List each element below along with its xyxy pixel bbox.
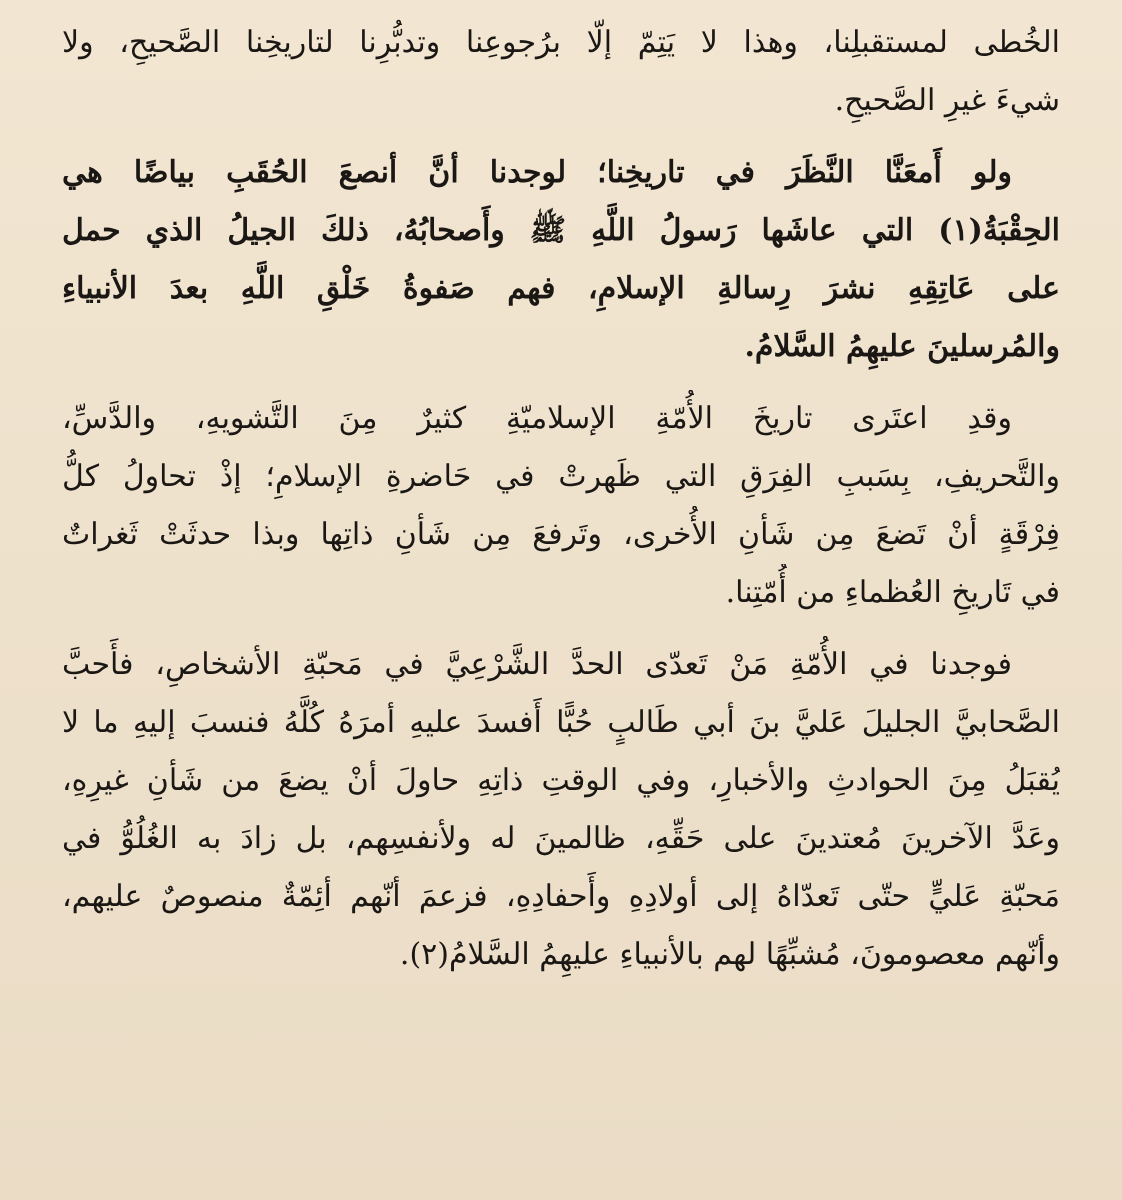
text-line: في تَاريخِ العُظماءِ من أُمّتِنا.	[725, 575, 1060, 610]
text-line: الصَّحابيَّ الجليلَ عَليَّ بنَ أبي طَالبٍ حُبًّا أَفسدَ عليهِ أمرَهُ كُلَّهُ فنسبَ إليهِ ما لا	[62, 705, 1060, 740]
text-line: فوجدنا في الأُمّةِ مَنْ تَعدّى الحدَّ الشَّرْعِيَّ في مَحبّةِ الأشخاصِ، فأَحبَّ	[62, 647, 1012, 682]
text-line: وقدِ اعتَرى تاريخَ الأُمّةِ الإسلاميّةِ كثيرٌ مِنَ التَّشويهِ، والدَّسِّ،	[62, 401, 1012, 436]
text-line: على عَاتِقِهِ نشرَ رِسالةِ الإسلامِ، فهم صَفوةُ خَلْقِ اللَّهِ بعدَ الأنبياءِ	[62, 271, 1060, 306]
paragraph-3	[62, 390, 1060, 622]
text-line: مَحبّةِ عَليٍّ حتّى تَعدّاهُ إلى أولادِهِ وأَحفادِهِ، فزعمَ أنّهم أئِمّةٌ منصوصٌ عليهم،	[62, 879, 1060, 914]
paragraph-2	[62, 144, 1060, 376]
text-line: ولو أَمعَنَّا النَّظَرَ في تاريخِنا؛ لوجدنا أنَّ أنصعَ الحُقَبِ بياضًا هي	[62, 155, 1012, 190]
text-line: يُقبَلُ مِنَ الحوادثِ والأخبارِ، وفي الوقتِ ذاتِهِ حاولَ أنْ يضعَ من شَأنِ غيرِهِ،	[62, 763, 1060, 798]
text-line: وعَدَّ الآخرينَ مُعتدينَ على حَقِّهِ، ظالمينَ له ولأنفسِهم، بل زادَ به الغُلُوُّ في	[62, 821, 1060, 856]
text-line: والمُرسلينَ عليهِمُ السَّلامُ.	[744, 329, 1060, 364]
text-line: شيءَ غيرِ الصَّحيحِ.	[834, 83, 1060, 118]
text-line: الحِقْبَةُ(١) التي عاشَها رَسولُ اللَّهِ ﷺ وأَصحابُهُ، ذلكَ الجيلُ الذي حمل	[62, 213, 1060, 248]
paragraph-1	[62, 14, 1060, 130]
text-line: فِرْقَةٍ أنْ تَضعَ مِن شَأنِ الأُخرى، وتَرفعَ مِن شَأنِ ذاتِها وبذا حدثَتْ ثَغراتٌ	[62, 517, 1060, 552]
text-line: والتَّحريفِ، بِسَببِ الفِرَقِ التي ظَهرتْ في حَاضرةِ الإسلامِ؛ إذْ تحاولُ كلُّ	[62, 459, 1060, 494]
text-line: الخُطى لمستقبلِنا، وهذا لا يَتِمّ إلّا برُجوعِنا وتدبُّرِنا لتاريخِنا الصَّحيحِ، ولا	[62, 25, 1060, 60]
paragraph-4	[62, 636, 1060, 984]
text-line: وأنّهم معصومونَ، مُشبِّهًا لهم بالأنبياءِ عليهِمُ السَّلامُ(٢).	[399, 937, 1060, 972]
